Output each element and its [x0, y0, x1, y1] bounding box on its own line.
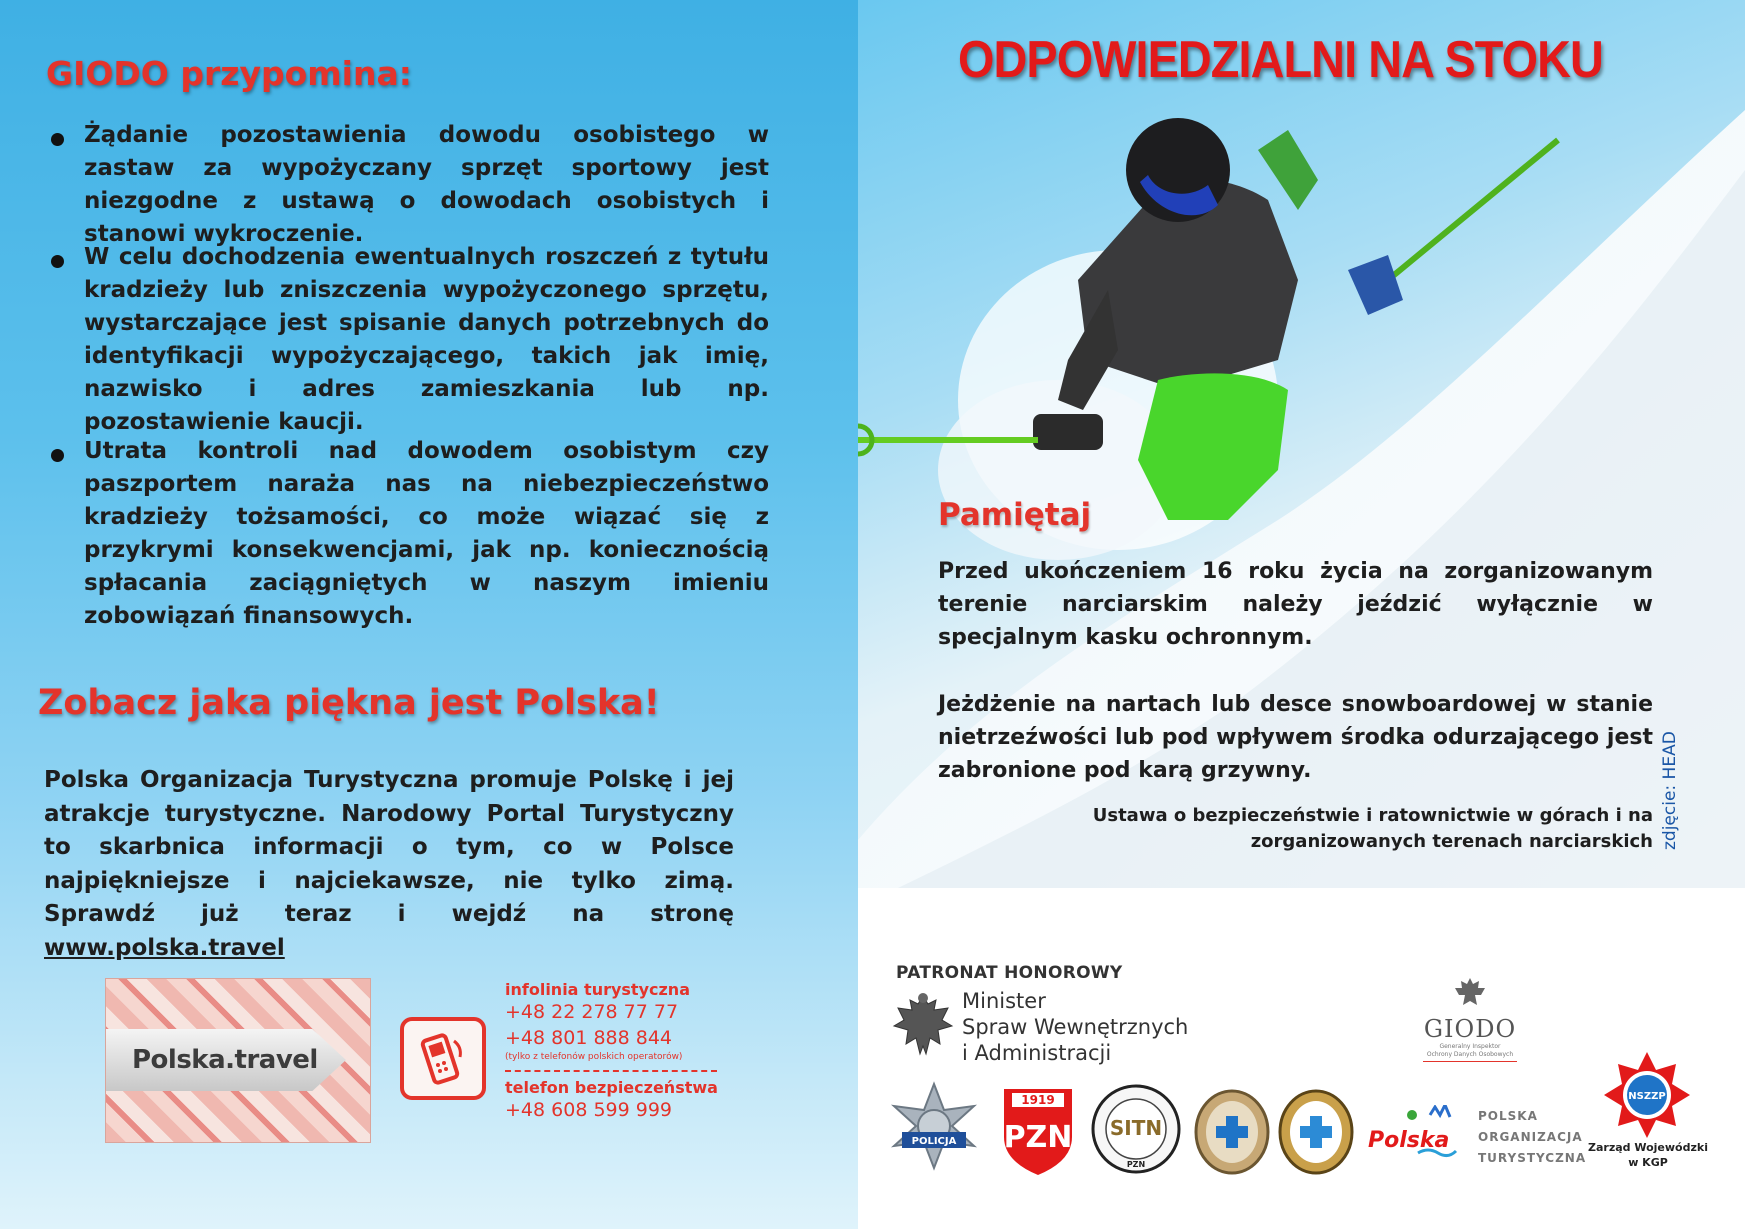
operator-note: (tylko z telefonów polskich operatorów) — [505, 1052, 683, 1062]
pot-organization-logo — [1478, 1106, 1586, 1169]
safety-phone-number: +48 608 599 999 — [505, 1099, 673, 1121]
photo-credit: zdjęcie: HEAD — [1660, 731, 1680, 850]
polska-travel-link[interactable]: www.polska.travel — [44, 934, 285, 961]
policja-star-logo — [888, 1080, 980, 1172]
pzn-letters: PZN — [1003, 1120, 1073, 1155]
pot-org-line-3: TURYSTYCZNA — [1478, 1151, 1587, 1165]
nszzp-caption-line-2: w KGP — [1628, 1156, 1668, 1169]
bullet-item-identity-theft: Utrata kontroli nad dowodem osobistym czy paszportem naraża nas na niebezpieczeństwo kradzieży tożsamości, co może wiązać się z przykrymi konsekwencjami, jak np. koniecznością spłacania zaciągniętych w naszym imieniu zobowiązań finansowych. — [84, 435, 769, 633]
patronat-label: PATRONAT HONOROWY — [896, 963, 1123, 983]
giodo-logo — [1415, 975, 1525, 1064]
giodo-sub-line-1: Generalny Inspektor — [1439, 1043, 1501, 1050]
nszzp-text: NSZZP — [1628, 1091, 1666, 1102]
giodo-wordmark: GIODO — [1423, 1015, 1517, 1043]
law-citation-line-2: zorganizowanych terenach narciarskich — [1250, 831, 1653, 852]
nszzp-caption-line-1: Zarząd Wojewódzki — [1588, 1141, 1708, 1154]
infolinia-number-2: +48 801 888 844 — [505, 1027, 673, 1049]
nszzp-badge-logo — [1602, 1050, 1692, 1140]
mobile-phone-icon — [400, 1017, 486, 1100]
policja-text: POLICJA — [911, 1136, 957, 1147]
ministry-line-2: Spraw Wewnętrznych — [962, 1015, 1189, 1039]
giodo-red-line — [1423, 1061, 1517, 1062]
nszzp-caption — [1588, 1140, 1708, 1170]
pzn-shield-logo — [1000, 1085, 1076, 1177]
polska-brand-logo — [1360, 1105, 1460, 1165]
pzn-year: 1919 — [1021, 1093, 1055, 1107]
contact-info — [505, 980, 720, 1123]
pot-org-line-2: ORGANIZACJA — [1478, 1130, 1583, 1144]
helmet-rule: Przed ukończeniem 16 roku życia na zorganizowanym terenie narciarskim należy jeździć wyłącznie w specjalnym kasku ochronnym. — [938, 559, 1653, 650]
sitn-logo — [1090, 1083, 1182, 1175]
bullet-item-claims: W celu dochodzenia ewentualnych roszczeń z tytułu kradzieży lub zniszczenia wypożyczonego sprzętu, wystarczające jest spisanie danych potrzebnych do identyfikacji wypożyczającego, takich jak imię, nazwisko i adres zamieszkania lub np. pozostawienie kaucji. — [84, 241, 769, 439]
giodo-sub-line-2: Ochrony Danych Osobowych — [1426, 1051, 1514, 1058]
pot-paragraph — [44, 764, 734, 965]
pot-org-line-1: POLSKA — [1478, 1109, 1538, 1123]
main-title: ODPOWIEDZIALNI NA STOKU — [958, 31, 1603, 89]
polska-travel-badge-text: Polska.travel — [132, 1045, 318, 1075]
tatra-rescue-badge-logo — [1277, 1088, 1355, 1176]
pamietaj-heading: Pamiętaj — [938, 497, 1092, 533]
giodo-eagle-icon — [1453, 975, 1487, 1009]
law-citation — [1000, 803, 1653, 855]
safety-phone-label: telefon bezpieczeństwa — [505, 1078, 718, 1097]
ministry-line-1: Minister — [962, 989, 1046, 1013]
dashed-divider — [505, 1070, 717, 1072]
polska-heading: Zobacz jaka piękna jest Polska! — [38, 683, 660, 723]
law-citation-line-1: Ustawa o bezpieczeństwie i ratownictwie w górach i na — [1092, 805, 1653, 826]
ministry-name — [962, 988, 1188, 1066]
polish-eagle-emblem-icon — [890, 990, 956, 1060]
bullet-item-id-deposit: Żądanie pozostawienia dowodu osobistego w zastaw za wypożyczany sprzęt sportowy jest niezgodne z ustawą o dowodach osobistych i stanowi wykroczenie. — [84, 119, 769, 251]
polska-brand-text: Polska — [1368, 1128, 1450, 1153]
giodo-heading: GIODO przypomina: — [46, 54, 412, 93]
mountain-rescue-badge-logo — [1193, 1088, 1271, 1176]
infolinia-label: infolinia turystyczna — [505, 980, 690, 999]
infolinia-number-1: +48 22 278 77 77 — [505, 1001, 679, 1023]
pot-paragraph-text: Polska Organizacja Turystyczna promuje Polskę i jej atrakcje turystyczne. Narodowy Portal Turystyczny to skarbnica informacji o tym, co w Polsce najpiękniejsze i najciekawsze, nie tylko zimą. Sprawdź już teraz i wejdź na stronę — [44, 767, 734, 927]
polska-travel-card — [105, 978, 371, 1143]
sobriety-rule: Jeżdżenie na nartach lub desce snowboardowej w stanie nietrzeźwości lub pod wpływem środka odurzającego jest zabronione pod karą grzywny. — [938, 692, 1653, 783]
sitn-text: SITN — [1109, 1116, 1163, 1140]
ministry-line-3: i Administracji — [962, 1041, 1112, 1065]
sitn-sub: PZN — [1126, 1160, 1146, 1169]
